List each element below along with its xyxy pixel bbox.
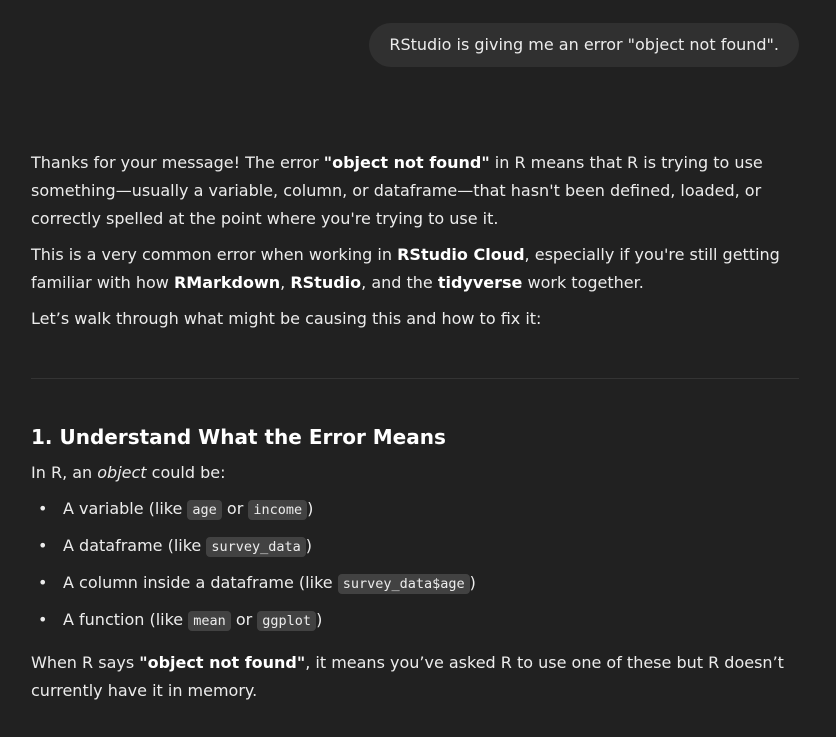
- bullet: •: [38, 573, 48, 592]
- inline-code: survey_data: [206, 537, 305, 557]
- text: This is a very common error when working in: [31, 245, 398, 264]
- text: A dataframe (like: [63, 536, 207, 555]
- text: or: [221, 499, 249, 518]
- section-divider: [31, 378, 799, 379]
- list-item: [31, 606, 799, 635]
- list-item: [31, 532, 799, 561]
- text: could be:: [146, 463, 226, 482]
- text: in R means that R is trying to use something—usually a variable, column, or dataframe—that hasn't been defined, loaded, or correctly spelled at the point where you're trying to use it.: [31, 153, 763, 228]
- bullet: •: [38, 610, 48, 629]
- text: , and the: [361, 273, 438, 292]
- object-types-list: [31, 495, 799, 635]
- bold-text: RStudio Cloud: [397, 245, 525, 264]
- text: , it means you’ve asked R to use one of these but R doesn’t currently have it in memory.: [31, 653, 784, 700]
- text: ): [316, 610, 323, 629]
- italic-text: object: [97, 463, 147, 482]
- bullet: •: [38, 499, 48, 518]
- paragraph-3: Let’s walk through what might be causing this and how to fix it:: [31, 309, 542, 328]
- text: In R, an: [31, 463, 98, 482]
- user-message-row: [369, 23, 799, 67]
- text: ,: [280, 273, 291, 292]
- bold-text: "object not found": [323, 153, 490, 172]
- bold-text: RStudio: [290, 273, 362, 292]
- text: work together.: [522, 273, 644, 292]
- text: Thanks for your message! The error: [31, 153, 324, 172]
- user-message-bubble: RStudio is giving me an error "object not found".: [369, 23, 799, 67]
- paragraph-2: [31, 241, 799, 297]
- text: When R says: [31, 653, 140, 672]
- text: A variable (like: [63, 499, 188, 518]
- section-intro: [31, 459, 799, 487]
- assistant-message: [31, 149, 799, 713]
- inline-code: age: [187, 500, 221, 520]
- text: ): [307, 499, 314, 518]
- list-item: [31, 495, 799, 524]
- bullet: •: [38, 536, 48, 555]
- text: A function (like: [63, 610, 189, 629]
- inline-code: ggplot: [257, 611, 316, 631]
- paragraph-1: [31, 149, 799, 233]
- text: or: [230, 610, 258, 629]
- inline-code: mean: [188, 611, 231, 631]
- inline-code: survey_data$age: [338, 574, 470, 594]
- text: , especially if you're still getting familiar with how: [31, 245, 780, 292]
- text: A column inside a dataframe (like: [63, 573, 338, 592]
- text: ): [469, 573, 476, 592]
- section-heading: 1. Understand What the Error Means: [31, 425, 446, 449]
- list-item: [31, 569, 799, 598]
- bold-text: tidyverse: [437, 273, 523, 292]
- text: ): [305, 536, 313, 555]
- inline-code: income: [248, 500, 307, 520]
- bold-text: RMarkdown: [173, 273, 281, 292]
- closing-paragraph: [31, 649, 799, 705]
- bold-text: "object not found": [139, 653, 306, 672]
